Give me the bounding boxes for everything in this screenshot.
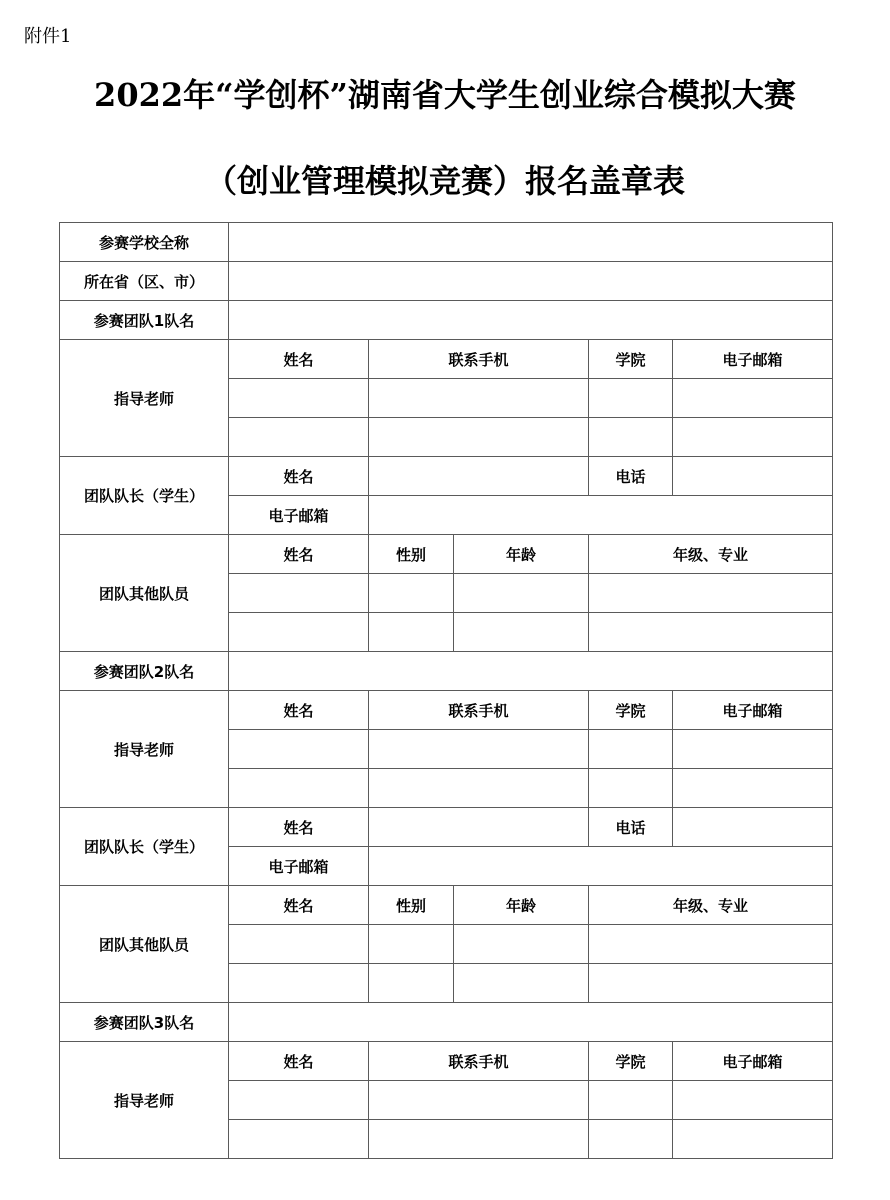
team1-name-label: 参赛团队1队名 [60,301,229,340]
team1-members-label: 团队其他队员 [60,535,229,652]
team3-advisor-label: 指导老师 [60,1042,229,1159]
team1-name-field[interactable] [229,301,833,340]
member-gender-header: 性别 [369,535,454,574]
table-cell[interactable] [369,730,589,769]
table-cell[interactable] [369,847,833,886]
leader-email-header: 电子邮箱 [229,847,369,886]
advisor-college-header: 学院 [589,1042,673,1081]
table-cell[interactable] [589,1081,673,1120]
table-cell[interactable] [589,418,673,457]
table-cell[interactable] [454,925,589,964]
team2-name-label: 参赛团队2队名 [60,652,229,691]
table-cell[interactable] [454,613,589,652]
table-cell[interactable] [369,574,454,613]
table-cell[interactable] [369,1120,589,1159]
table-cell[interactable] [673,379,833,418]
table-cell[interactable] [369,418,589,457]
advisor-name-header: 姓名 [229,340,369,379]
table-cell[interactable] [673,808,833,847]
table-cell[interactable] [229,613,369,652]
advisor-mobile-header: 联系手机 [369,340,589,379]
table-cell[interactable] [369,379,589,418]
advisor-email-header: 电子邮箱 [673,691,833,730]
table-cell[interactable] [673,457,833,496]
school-name-field[interactable] [229,223,833,262]
table-cell[interactable] [673,769,833,808]
advisor-college-header: 学院 [589,340,673,379]
table-cell[interactable] [229,1120,369,1159]
leader-email-header: 电子邮箱 [229,496,369,535]
member-gender-header: 性别 [369,886,454,925]
leader-name-header: 姓名 [229,457,369,496]
team2-advisor-label: 指导老师 [60,691,229,808]
table-cell[interactable] [369,1081,589,1120]
table-cell[interactable] [369,925,454,964]
advisor-name-header: 姓名 [229,1042,369,1081]
table-cell[interactable] [589,925,833,964]
member-name-header: 姓名 [229,535,369,574]
table-cell[interactable] [589,1120,673,1159]
table-cell[interactable] [673,418,833,457]
table-cell[interactable] [369,808,589,847]
team3-name-label: 参赛团队3队名 [60,1003,229,1042]
advisor-mobile-header: 联系手机 [369,1042,589,1081]
table-cell[interactable] [229,964,369,1003]
school-name-label: 参赛学校全称 [60,223,229,262]
member-name-header: 姓名 [229,886,369,925]
table-cell[interactable] [229,769,369,808]
table-cell[interactable] [454,964,589,1003]
table-cell[interactable] [589,769,673,808]
table-cell[interactable] [589,613,833,652]
form-title-line1: 2022年“学创杯”湖南省大学生创业综合模拟大赛 [94,76,796,114]
table-cell[interactable] [229,730,369,769]
table-cell[interactable] [229,574,369,613]
table-cell[interactable] [369,769,589,808]
form-title-line2: （创业管理模拟竞赛）报名盖章表 [204,162,685,200]
member-age-header: 年龄 [454,886,589,925]
team1-advisor-label: 指导老师 [60,340,229,457]
table-cell[interactable] [673,730,833,769]
advisor-name-header: 姓名 [229,691,369,730]
advisor-email-header: 电子邮箱 [673,1042,833,1081]
table-cell[interactable] [369,964,454,1003]
advisor-mobile-header: 联系手机 [369,691,589,730]
province-label: 所在省（区、市） [60,262,229,301]
team2-members-label: 团队其他队员 [60,886,229,1003]
team2-leader-label: 团队队长（学生） [60,808,229,886]
team3-name-field[interactable] [229,1003,833,1042]
table-cell[interactable] [589,964,833,1003]
table-cell[interactable] [369,613,454,652]
advisor-email-header: 电子邮箱 [673,340,833,379]
table-cell[interactable] [589,730,673,769]
member-grade-major-header: 年级、专业 [589,535,833,574]
table-cell[interactable] [673,1120,833,1159]
table-cell[interactable] [229,1081,369,1120]
table-cell[interactable] [229,925,369,964]
table-cell[interactable] [589,379,673,418]
leader-phone-header: 电话 [589,808,673,847]
member-age-header: 年龄 [454,535,589,574]
table-cell[interactable] [229,418,369,457]
member-grade-major-header: 年级、专业 [589,886,833,925]
team1-leader-label: 团队队长（学生） [60,457,229,535]
table-cell[interactable] [454,574,589,613]
attachment-label: 附件1 [24,26,72,47]
advisor-college-header: 学院 [589,691,673,730]
team2-name-field[interactable] [229,652,833,691]
leader-name-header: 姓名 [229,808,369,847]
registration-table [59,222,833,1159]
table-cell[interactable] [369,496,833,535]
table-cell[interactable] [229,379,369,418]
table-cell[interactable] [369,457,589,496]
table-cell[interactable] [589,574,833,613]
leader-phone-header: 电话 [589,457,673,496]
province-field[interactable] [229,262,833,301]
table-cell[interactable] [673,1081,833,1120]
